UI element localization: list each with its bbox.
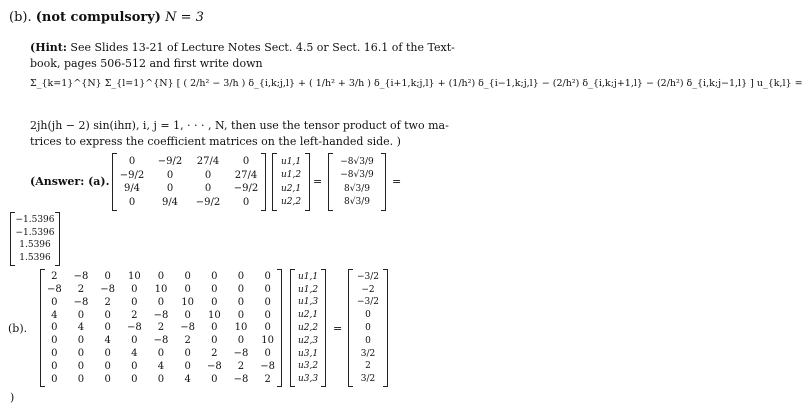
matrix-cell: 0 bbox=[77, 348, 85, 360]
matrix-cell: −8 bbox=[180, 322, 196, 334]
matrix-cell: 0 bbox=[242, 155, 250, 167]
matrix-cell: 0 bbox=[131, 296, 138, 308]
rhs-entry: 0 bbox=[365, 322, 371, 333]
matrix-cell: 10 bbox=[181, 296, 195, 308]
matrix-cell: 0 bbox=[157, 374, 165, 386]
matrix-cell: 0 bbox=[237, 335, 245, 347]
matrix-cell: 0 bbox=[157, 348, 165, 360]
hint-line-4: 2jh(jh − 2) sin(ihπ), i, j = 1, · · · , N, then use the tensor product of two ma- bbox=[30, 119, 449, 132]
matrix-cell: 2 bbox=[184, 335, 191, 347]
equals-sign-a: = bbox=[313, 175, 323, 188]
unknown-entry: u1,3 bbox=[297, 297, 319, 308]
matrix-cell: 2 bbox=[264, 374, 271, 386]
equals-sign-a2: = bbox=[392, 175, 402, 188]
matrix-cell: 0 bbox=[211, 283, 218, 295]
rhs-entry: 2 bbox=[365, 361, 371, 372]
matrix-cell: −8 bbox=[126, 322, 142, 334]
matrix-cell: 0 bbox=[128, 197, 136, 209]
matrix-cell: 0 bbox=[157, 270, 165, 282]
matrix-cell: 0 bbox=[184, 348, 191, 360]
unknown-entry: u1,1 bbox=[297, 271, 319, 282]
matrix-cell: −9/2 bbox=[233, 183, 259, 195]
rhs-entry: −2 bbox=[361, 284, 375, 295]
matrix-cell: 0 bbox=[184, 361, 191, 373]
matrix-cell: 0 bbox=[131, 335, 138, 347]
rhs-entry: 0 bbox=[365, 335, 371, 346]
matrix-cell: 0 bbox=[264, 270, 271, 282]
equals-sign-b: = bbox=[333, 322, 343, 335]
result-entry: 1.5396 bbox=[19, 253, 51, 264]
rhs-entry: 3/2 bbox=[360, 348, 376, 359]
matrix-cell: 0 bbox=[211, 322, 218, 334]
unknown-entry: u3,1 bbox=[297, 348, 319, 359]
matrix-cell: −8 bbox=[206, 361, 222, 373]
matrix-cell: −9/2 bbox=[157, 155, 183, 167]
unknowns-vector-b bbox=[290, 269, 326, 387]
matrix-cell: 0 bbox=[237, 270, 245, 282]
matrix-cell: 0 bbox=[242, 197, 250, 209]
matrix-cell: 10 bbox=[261, 335, 275, 347]
matrix-cell: 0 bbox=[204, 169, 212, 181]
matrix-cell: 0 bbox=[77, 309, 85, 321]
rhs-vector-a bbox=[328, 153, 386, 211]
rhs-entry: −3/2 bbox=[356, 271, 380, 282]
result-vector-a bbox=[10, 212, 60, 266]
hint-line-1 bbox=[30, 41, 455, 54]
answer-label: (Answer: (a). bbox=[30, 175, 110, 188]
closing-paren: ) bbox=[10, 391, 15, 404]
rhs-entry: 3/2 bbox=[360, 374, 376, 385]
matrix-cell: −8 bbox=[233, 348, 249, 360]
unknown-entry: u2,2 bbox=[297, 322, 319, 333]
unknowns-vector-a bbox=[272, 153, 310, 211]
matrix-cell: −8 bbox=[73, 296, 89, 308]
matrix-cell: −8 bbox=[46, 283, 62, 295]
matrix-cell: 0 bbox=[131, 361, 138, 373]
matrix-cell: 0 bbox=[51, 348, 58, 360]
matrix-cell: 0 bbox=[211, 296, 218, 308]
matrix-cell: 0 bbox=[77, 361, 85, 373]
matrix-cell: −8 bbox=[100, 283, 116, 295]
hint-line-2: book, pages 506-512 and first write down bbox=[30, 57, 263, 70]
matrix-cell: 0 bbox=[104, 309, 111, 321]
matrix-cell: 0 bbox=[204, 183, 212, 195]
unknown-entry: u3,2 bbox=[297, 361, 319, 372]
hint-text-1: See Slides 13-21 of Lecture Notes Sect. 4.5 or Sect. 16.1 of the Text- bbox=[70, 41, 455, 54]
matrix-cell: 0 bbox=[131, 283, 138, 295]
not-compulsory-label: (not compulsory) bbox=[35, 10, 161, 25]
matrix-cell: 0 bbox=[184, 270, 191, 282]
matrix-cell: 4 bbox=[104, 335, 111, 347]
matrix-cell: 9/4 bbox=[123, 183, 141, 195]
coefficient-matrix-a bbox=[112, 153, 266, 211]
hint-line-5: trices to express the coefficient matrices on the left-handed side. ) bbox=[30, 135, 401, 148]
matrix-cell: 10 bbox=[154, 283, 168, 295]
matrix-cell: 2 bbox=[237, 361, 245, 373]
matrix-cell: 0 bbox=[77, 335, 85, 347]
unknown-entry: u1,1 bbox=[280, 156, 302, 167]
part-label: (b). bbox=[9, 10, 32, 25]
matrix-cell: 4 bbox=[51, 309, 58, 321]
matrix-cell: 4 bbox=[131, 348, 138, 360]
n-equation: N = 3 bbox=[165, 10, 204, 25]
matrix-cell: −8 bbox=[260, 361, 276, 373]
matrix-cell: 27/4 bbox=[196, 155, 220, 167]
matrix-cell: 0 bbox=[264, 322, 271, 334]
matrix-cell: 0 bbox=[184, 309, 191, 321]
matrix-cell: 0 bbox=[104, 270, 111, 282]
matrix-cell: −8 bbox=[153, 309, 169, 321]
matrix-cell: 4 bbox=[157, 361, 165, 373]
result-entry: 1.5396 bbox=[19, 240, 51, 251]
matrix-cell: 0 bbox=[264, 348, 271, 360]
section-heading bbox=[9, 10, 204, 25]
unknown-entry: u3,3 bbox=[297, 374, 319, 385]
matrix-cell: 0 bbox=[211, 335, 218, 347]
matrix-cell: 27/4 bbox=[234, 169, 258, 181]
matrix-cell: 10 bbox=[234, 322, 248, 334]
matrix-cell: 0 bbox=[131, 374, 138, 386]
coefficient-matrix-b bbox=[40, 269, 282, 387]
matrix-cell: 0 bbox=[211, 374, 218, 386]
unknown-entry: u2,2 bbox=[280, 197, 302, 208]
matrix-cell: 4 bbox=[184, 374, 191, 386]
rhs-vector-b bbox=[348, 269, 388, 387]
matrix-cell: 0 bbox=[166, 169, 174, 181]
unknown-entry: u2,1 bbox=[280, 183, 302, 194]
summation-formula: Σ_{k=1}^{N} Σ_{l=1}^{N} [ ( 2/h² − 3/h ) δ_{i,k;j,l} + ( 1/h² + 3/h ) δ_{i+1,k;j,l} + (1/h²) δ_{i−1,k;j,l} − (2/h²) δ_{i,k;j+1,l} − (2/h²) δ_{i,k;j−1,l} ] u_{k,l} = bbox=[30, 78, 803, 89]
matrix-cell: 0 bbox=[264, 296, 271, 308]
part-b-label: (b). bbox=[8, 322, 28, 335]
matrix-cell: 0 bbox=[237, 283, 245, 295]
unknown-entry: u2,1 bbox=[297, 310, 319, 321]
matrix-cell: 2 bbox=[104, 296, 111, 308]
matrix-cell: 0 bbox=[264, 309, 271, 321]
matrix-cell: 0 bbox=[104, 361, 111, 373]
matrix-cell: 2 bbox=[77, 283, 85, 295]
rhs-entry: 8√3/9 bbox=[344, 197, 370, 208]
unknown-entry: u1,2 bbox=[280, 170, 302, 181]
matrix-cell: 10 bbox=[127, 270, 141, 282]
matrix-cell: 2 bbox=[131, 309, 138, 321]
rhs-entry: 8√3/9 bbox=[344, 183, 370, 194]
matrix-cell: −8 bbox=[73, 270, 89, 282]
matrix-cell: 9/4 bbox=[161, 197, 179, 209]
matrix-cell: 0 bbox=[51, 322, 58, 334]
matrix-cell: 2 bbox=[211, 348, 218, 360]
matrix-cell: 0 bbox=[104, 322, 111, 334]
matrix-cell: 0 bbox=[51, 296, 58, 308]
matrix-cell: 0 bbox=[51, 374, 58, 386]
matrix-cell: 4 bbox=[77, 322, 85, 334]
matrix-cell: 0 bbox=[184, 283, 191, 295]
rhs-entry: −3/2 bbox=[356, 297, 380, 308]
matrix-cell: 0 bbox=[51, 361, 58, 373]
unknown-entry: u2,3 bbox=[297, 335, 319, 346]
result-entry: −1.5396 bbox=[15, 227, 55, 238]
matrix-cell: −8 bbox=[233, 374, 249, 386]
unknown-entry: u1,2 bbox=[297, 284, 319, 295]
matrix-cell: 2 bbox=[157, 322, 165, 334]
matrix-cell: 10 bbox=[207, 309, 221, 321]
matrix-cell: −9/2 bbox=[195, 197, 221, 209]
matrix-cell: 0 bbox=[128, 155, 136, 167]
matrix-cell: 0 bbox=[104, 374, 111, 386]
result-entry: −1.5396 bbox=[15, 214, 55, 225]
matrix-cell: 0 bbox=[77, 374, 85, 386]
matrix-cell: 0 bbox=[237, 296, 245, 308]
rhs-entry: −8√3/9 bbox=[340, 170, 374, 181]
matrix-cell: 0 bbox=[104, 348, 111, 360]
matrix-cell: −9/2 bbox=[119, 169, 145, 181]
matrix-cell: 0 bbox=[237, 309, 245, 321]
matrix-cell: 0 bbox=[157, 296, 165, 308]
rhs-entry: −8√3/9 bbox=[340, 156, 374, 167]
matrix-cell: −8 bbox=[153, 335, 169, 347]
matrix-cell: 0 bbox=[166, 183, 174, 195]
matrix-cell: 0 bbox=[51, 335, 58, 347]
matrix-cell: 0 bbox=[211, 270, 218, 282]
rhs-entry: 0 bbox=[365, 310, 371, 321]
matrix-cell: 2 bbox=[51, 270, 58, 282]
matrix-cell: 0 bbox=[264, 283, 271, 295]
hint-label: (Hint: bbox=[30, 41, 67, 54]
